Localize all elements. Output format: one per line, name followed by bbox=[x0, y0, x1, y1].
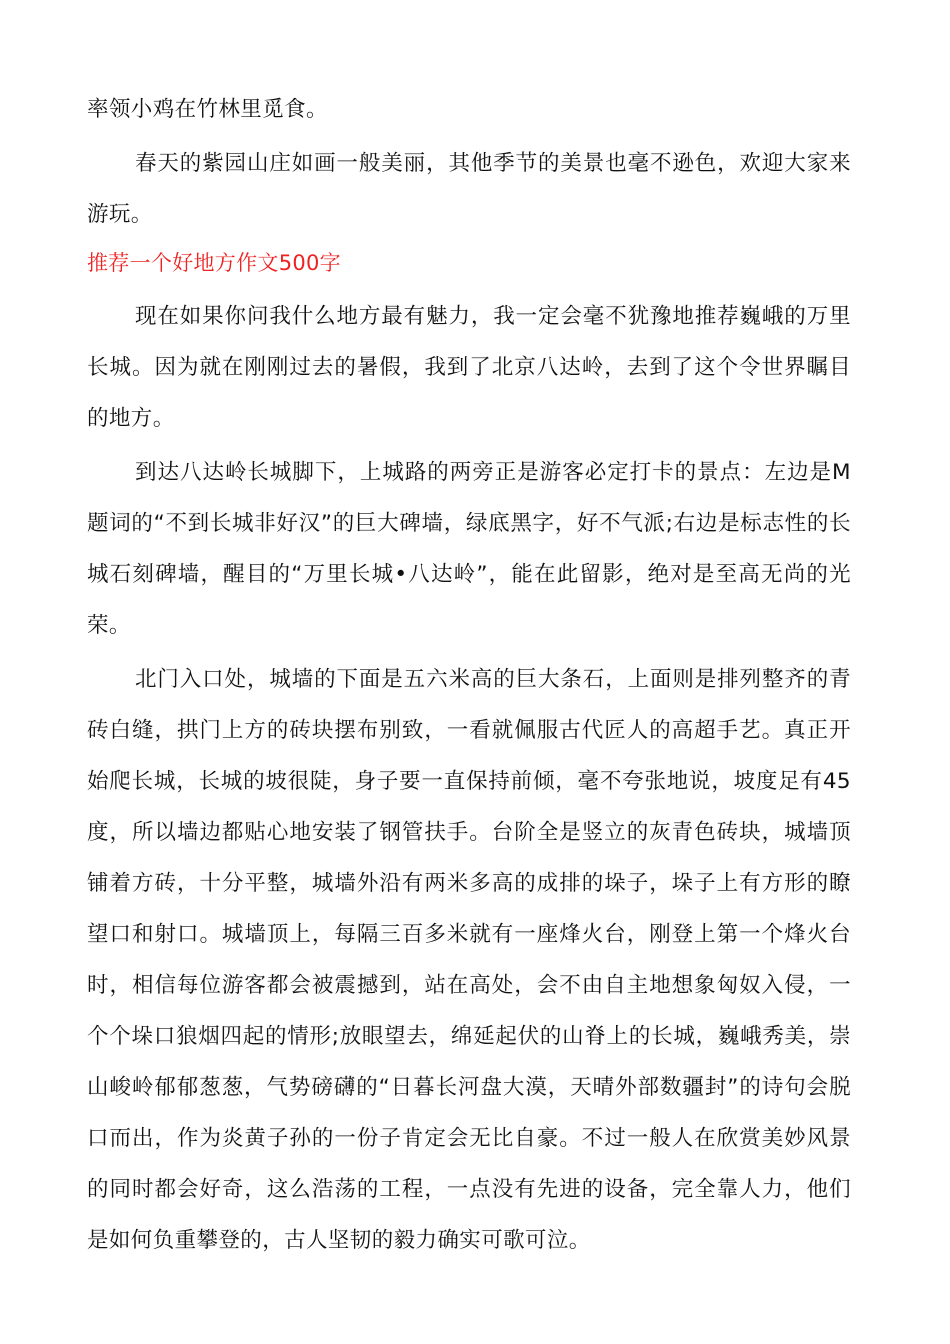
continuation-text: 率领小鸡在竹林里觅食。 bbox=[87, 97, 328, 122]
intro-paragraph: 春天的紫园山庄如画一般美丽，其他季节的美景也毫不逊色，欢迎大家来游玩。 bbox=[87, 151, 851, 227]
document-page bbox=[87, 84, 851, 1266]
body-paragraph-1: 现在如果你问我什么地方最有魅力，我一定会毫不犹豫地推荐巍峨的万里长城。因为就在刚刚过去的暑假，我到了北京八达岭，去到了这个令世界瞩目的地方。 bbox=[87, 304, 851, 431]
body-paragraph-3: 北门入口处，城墙的下面是五六米高的巨大条石，上面则是排列整齐的青砖白缝，拱门上方的砖块摆布别致，一看就佩服古代匠人的高超手艺。真正开始爬长城，长城的坡很陡，身子要一直保持前倾，毫不夸张地说，坡度足有45度，所以墙边都贴心地安装了钢管扶手。台阶全是竖立的灰青色砖块，城墙顶铺着方砖，十分平整，城墙外沿有两米多高的成排的垛子，垛子上有方形的瞭望口和射口。城墙顶上，每隔三百多米就有一座烽火台，刚登上第一个烽火台时，相信每位游客都会被震撼到，站在高处，会不由自主地想象匈奴入侵，一个个垛口狼烟四起的情形;放眼望去，绵延起伏的山脊上的长城，巍峨秀美，崇山峻岭郁郁葱葱，气势磅礴的“日暮长河盘大漠，天晴外部数疆封”的诗句会脱口而出，作为炎黄子孙的一份子肯定会无比自豪。不过一般人在欣赏美妙风景的同时都会好奇，这么浩荡的工程，一点没有先进的设备，完全靠人力，他们是如何负重攀登的，古人坚韧的毅力确实可歌可泣。 bbox=[87, 667, 851, 1253]
body-paragraph-2: 到达八达岭长城脚下，上城路的两旁正是游客必定打卡的景点：左边是M题词的“不到长城非好汉”的巨大碑墙，绿底黑字，好不气派;右边是标志性的长城石刻碑墙，醒目的“万里长城•八达岭”，能在此留影，绝对是至高无尚的光荣。 bbox=[87, 460, 851, 638]
essay-heading: 推荐一个好地方作文500字 bbox=[87, 251, 341, 275]
